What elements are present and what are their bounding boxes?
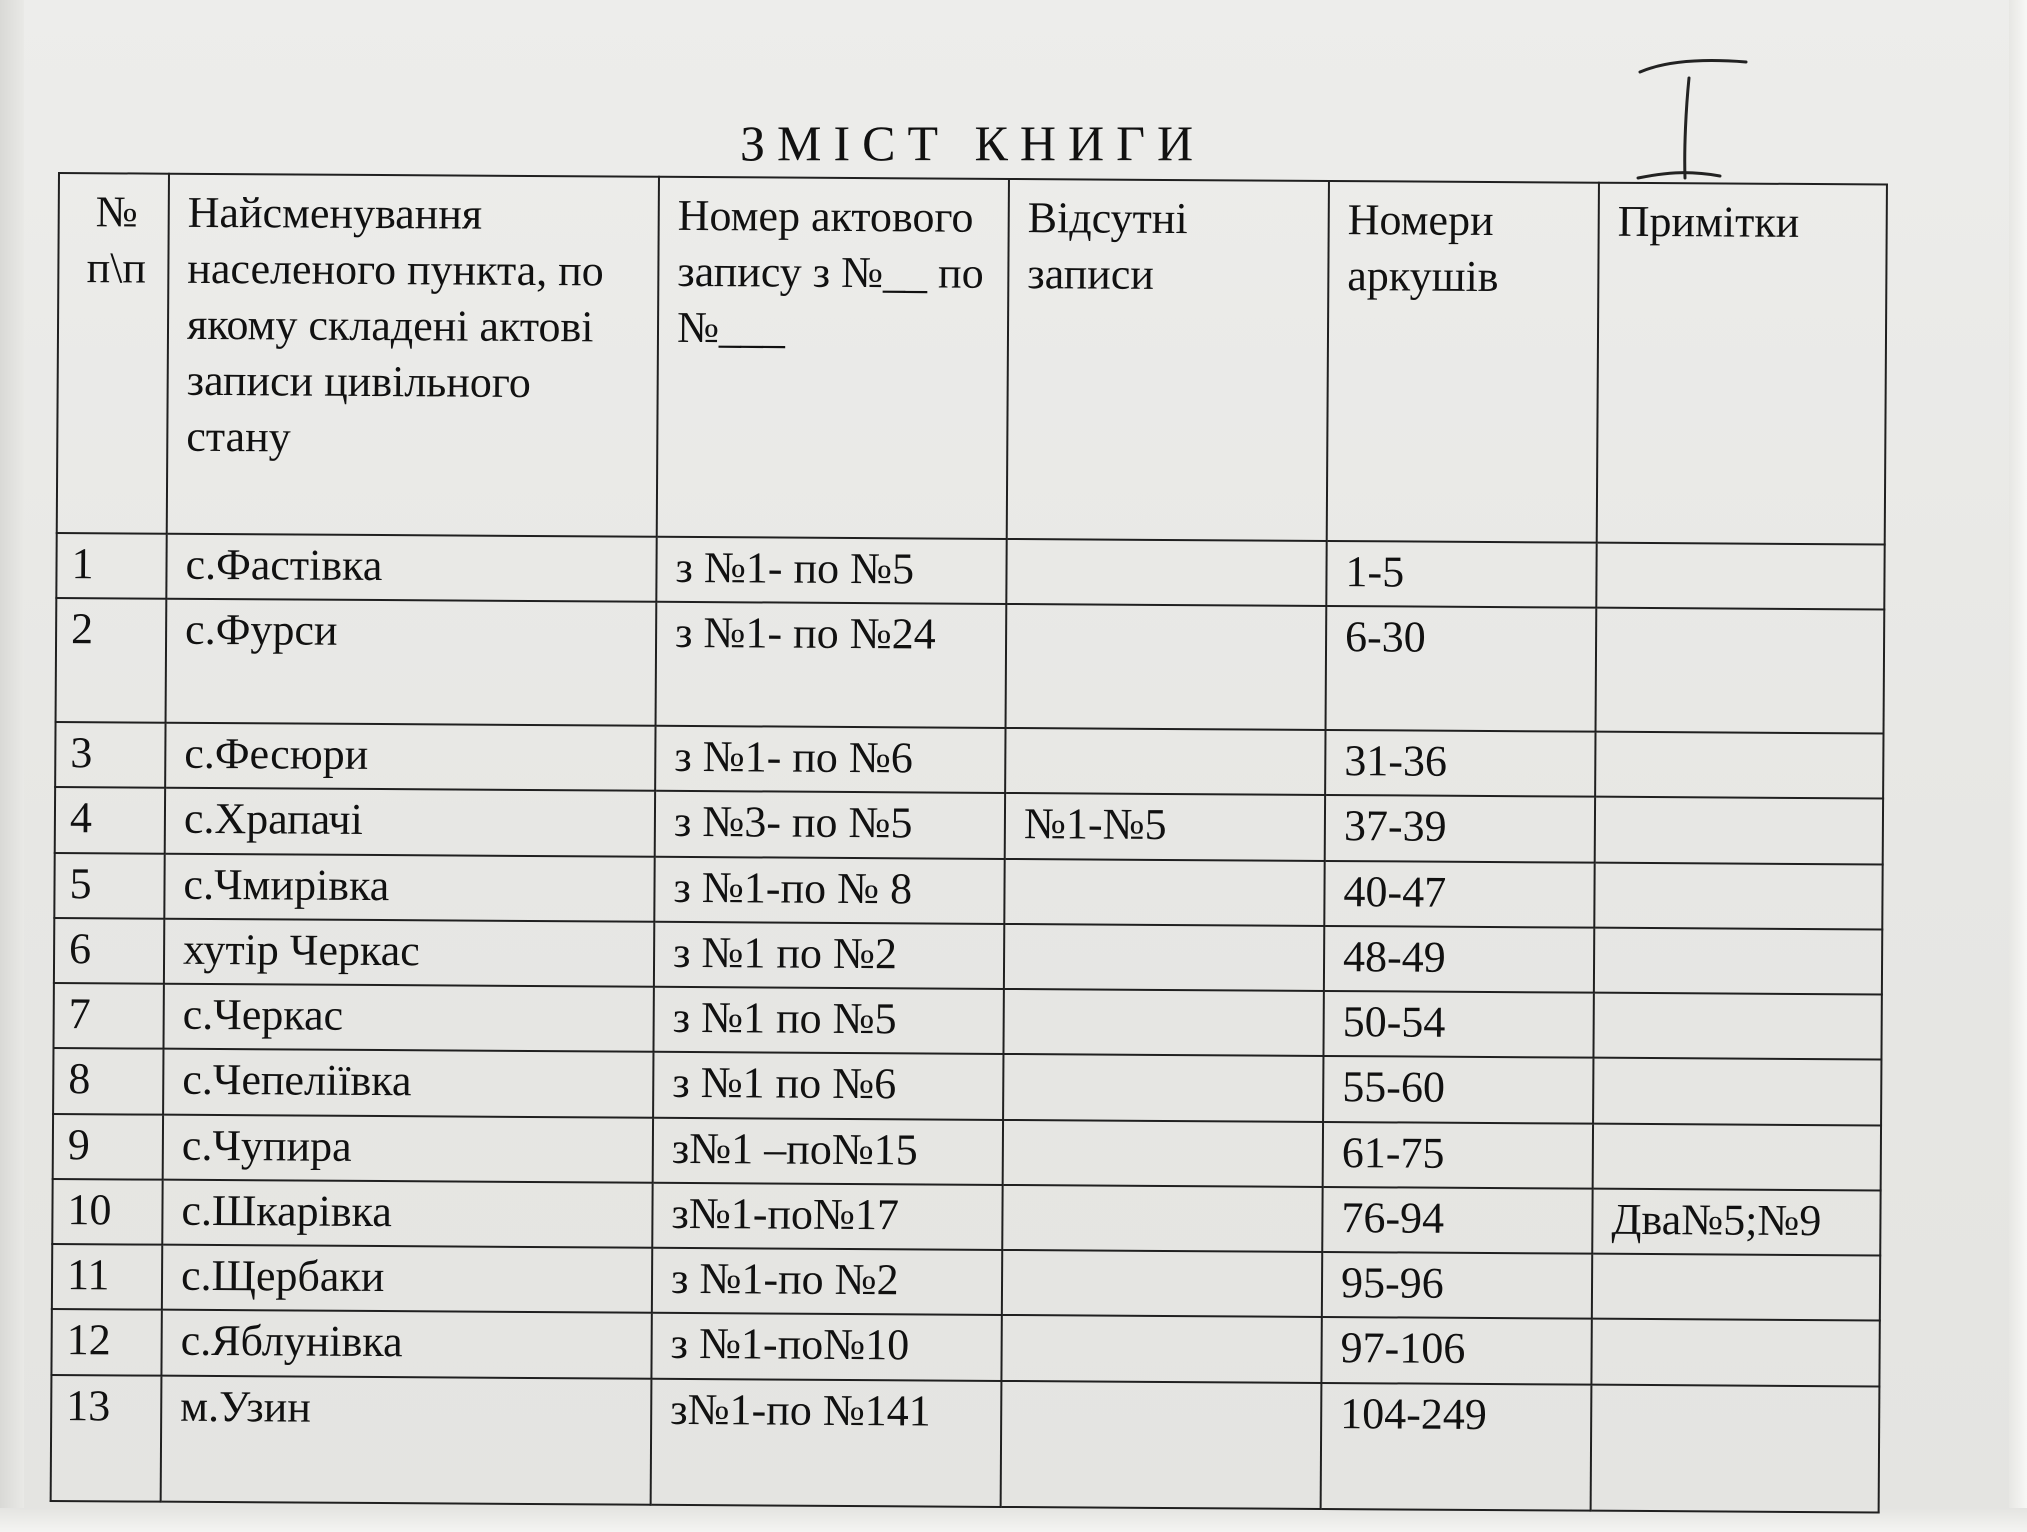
notes-column-header: Примітки <box>1597 183 1887 545</box>
record-range: з №1- по №6 <box>655 726 1005 793</box>
table-row <box>56 598 1885 733</box>
record-range: з №1-по № 8 <box>654 856 1004 923</box>
sheet-numbers-column-header: Номери аркушів <box>1327 181 1599 543</box>
missing-records-column-header: Відсутні записи <box>1007 179 1329 541</box>
record-range: з№1 –по№15 <box>653 1117 1003 1184</box>
sheet-numbers: 76-94 <box>1322 1187 1592 1254</box>
sheet-numbers: 55-60 <box>1323 1056 1593 1123</box>
number-column-header: № п\п <box>57 173 169 534</box>
record-range: з№1-по№17 <box>652 1183 1002 1250</box>
settlement-name: с.Чепеліївка <box>163 1049 653 1117</box>
settlement-name: с.Яблунівка <box>161 1310 651 1378</box>
notes: Два№5;№9 <box>1592 1189 1880 1256</box>
settlement-name: с.Чупира <box>163 1114 653 1182</box>
missing-records <box>1003 1120 1323 1187</box>
record-range: з №1- по №5 <box>656 537 1006 604</box>
table-row <box>51 1309 1879 1386</box>
settlement-name: с.Чмирівка <box>164 853 654 921</box>
missing-records <box>1004 859 1324 926</box>
missing-records <box>1002 1250 1322 1317</box>
missing-records <box>1006 604 1327 730</box>
row-number: 13 <box>51 1375 162 1502</box>
missing-records <box>1002 1185 1322 1252</box>
notes <box>1591 1384 1880 1512</box>
settlement-name: с.Фесюри <box>165 723 655 791</box>
sheet-numbers: 1-5 <box>1326 541 1596 608</box>
notes <box>1594 928 1882 995</box>
row-number: 8 <box>53 1048 163 1114</box>
notes <box>1593 1123 1881 1190</box>
missing-records <box>1003 1054 1323 1121</box>
notes <box>1595 797 1883 864</box>
book-contents-table <box>50 172 1888 1513</box>
row-number: 9 <box>53 1114 163 1180</box>
table-row <box>54 853 1882 930</box>
table-header-row <box>57 173 1887 544</box>
table-row <box>53 1114 1881 1191</box>
sheet-numbers: 61-75 <box>1323 1122 1593 1189</box>
notes <box>1596 543 1884 610</box>
sheet-numbers: 50-54 <box>1323 991 1593 1058</box>
settlement-name: с.Щербаки <box>162 1245 652 1313</box>
row-number: 7 <box>53 983 163 1049</box>
row-number: 11 <box>52 1244 162 1310</box>
book-contents-table-wrap <box>50 172 1886 1513</box>
notes <box>1593 993 1881 1060</box>
table-row <box>53 1048 1881 1125</box>
settlement-name: с.Фастівка <box>166 534 656 602</box>
table-row <box>55 722 1883 799</box>
row-number: 1 <box>56 533 166 599</box>
settlement-column-header: Найсменування населеного пункта, по якому складені актові записи цивільного стану <box>167 174 659 537</box>
table-row <box>56 533 1884 610</box>
row-number: 4 <box>55 787 165 853</box>
sheet-numbers: 48-49 <box>1324 926 1594 993</box>
record-range-column-header: Номер актового запису з №__ по №___ <box>657 177 1009 539</box>
missing-records: №1-№5 <box>1005 793 1325 860</box>
notes <box>1592 1254 1880 1321</box>
missing-records <box>1003 989 1323 1056</box>
table-row <box>53 983 1881 1060</box>
notes <box>1594 862 1882 929</box>
sheet-numbers: 37-39 <box>1325 795 1595 862</box>
settlement-name: м.Узин <box>161 1375 652 1504</box>
handwritten-volume-mark-icon <box>1628 52 1778 202</box>
table-row <box>52 1244 1880 1321</box>
sheet-numbers: 97-106 <box>1321 1317 1591 1384</box>
record-range: з№1-по №141 <box>651 1378 1002 1506</box>
record-range: з №1 по №6 <box>653 1052 1003 1119</box>
row-number: 2 <box>56 598 167 723</box>
row-number: 10 <box>52 1179 162 1245</box>
table-row <box>52 1179 1880 1256</box>
notes <box>1591 1319 1879 1386</box>
page-title: ЗМІСТ КНИГИ <box>740 115 1206 171</box>
notes <box>1593 1058 1881 1125</box>
missing-records <box>1004 924 1324 991</box>
sheet-numbers: 40-47 <box>1324 861 1594 928</box>
sheet-numbers: 95-96 <box>1322 1252 1592 1319</box>
row-number: 6 <box>54 918 164 984</box>
record-range: з №1 по №2 <box>654 922 1004 989</box>
page-left-edge <box>0 0 24 1532</box>
row-number: 12 <box>51 1309 161 1375</box>
settlement-name: хутір Черкас <box>164 919 654 987</box>
table-row <box>55 787 1883 864</box>
record-range: з №1 по №5 <box>653 987 1003 1054</box>
record-range: з №1- по №24 <box>656 602 1007 728</box>
record-range: з №1-по №2 <box>652 1248 1002 1315</box>
settlement-name: с.Храпачі <box>165 788 655 856</box>
record-range: з №1-по№10 <box>651 1313 1001 1380</box>
sheet-numbers: 104-249 <box>1321 1383 1592 1511</box>
missing-records <box>1005 728 1325 795</box>
table-row <box>54 918 1882 995</box>
missing-records <box>1001 1381 1322 1509</box>
settlement-name: с.Черкас <box>163 984 653 1052</box>
sheet-numbers: 6-30 <box>1326 606 1597 732</box>
settlement-name: с.Фурси <box>166 599 657 726</box>
settlement-name: с.Шкарівка <box>162 1180 652 1248</box>
page-right-edge <box>2009 0 2027 1532</box>
row-number: 5 <box>54 853 164 919</box>
missing-records <box>1006 539 1326 606</box>
notes <box>1595 732 1883 799</box>
sheet-numbers: 31-36 <box>1325 730 1595 797</box>
missing-records <box>1001 1315 1321 1382</box>
notes <box>1596 608 1885 734</box>
record-range: з №3- по №5 <box>655 791 1005 858</box>
table-row <box>51 1375 1880 1513</box>
row-number: 3 <box>55 722 165 788</box>
